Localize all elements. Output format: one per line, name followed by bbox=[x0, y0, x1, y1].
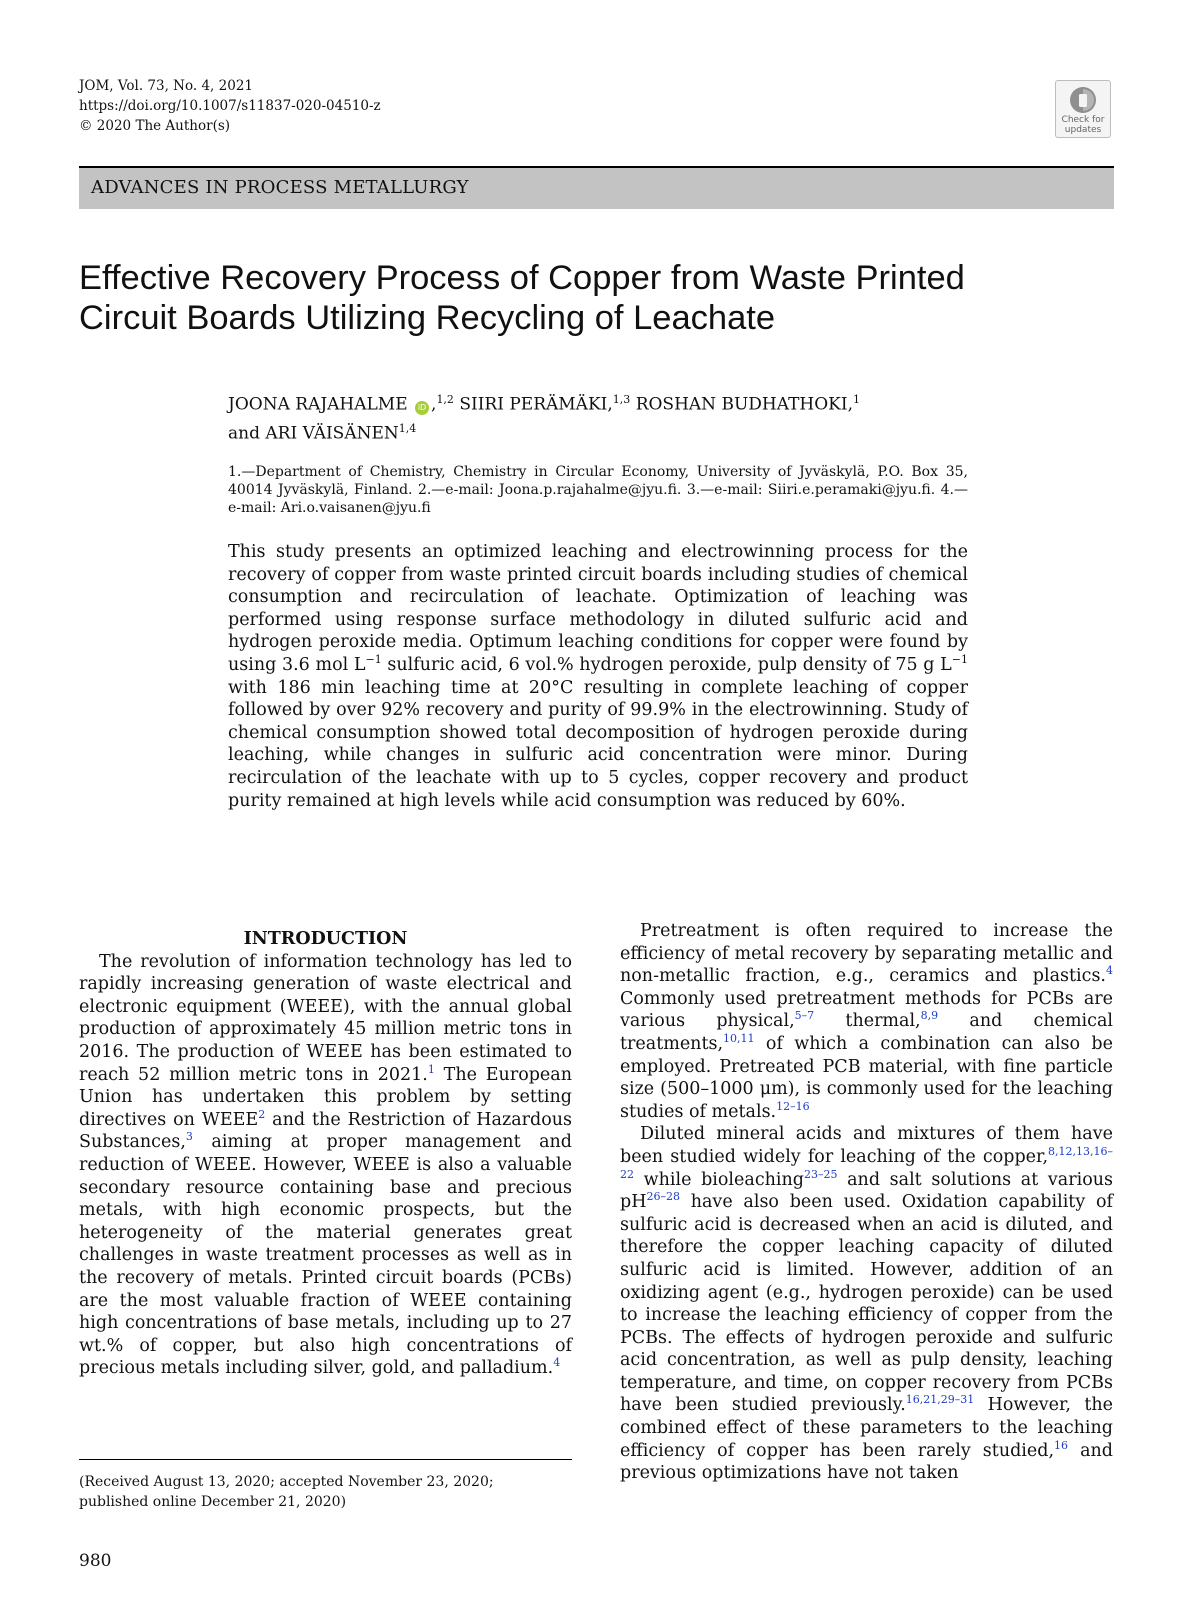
body-text: and chemical treatments, bbox=[620, 1011, 1113, 1054]
article-title bbox=[79, 258, 1119, 338]
left-column bbox=[79, 928, 572, 1380]
abstract-text: with 186 min leaching time at 20°C resulting in complete leaching of copper followed by over 92% recovery and purity of 99.9% in the electrowinning. Study of chemical consumption showed total decomposition of hydrogen peroxide during leaching, while changes in sulfuric acid concentration were minor. During recirculation of the leachate with up to 5 cycles, copper recovery and product purity remained at high levels while acid consumption was reduced by 60%. bbox=[228, 677, 968, 811]
right-column bbox=[620, 920, 1113, 1485]
abstract bbox=[228, 541, 968, 812]
citation-link[interactable]: 1 bbox=[427, 1062, 435, 1076]
body-text: aiming at proper management and reduction of WEEE. However, WEEE is also a valuable secondary resource containing base and precious metals, with high economic prospects, but the heterogeneity of the material generates great challenges in waste treatment processes as well as in the recovery of metals. Printed circuit boards (PCBs) are the most valuable fraction of WEEE containing high concentrations of base metals, including up to 27 wt.% of copper, but also high concentrations of precious metals including silver, gold, and palladium. bbox=[79, 1132, 572, 1379]
citation-link[interactable]: 8,9 bbox=[920, 1009, 939, 1023]
body-text: and salt solutions at various pH bbox=[620, 1169, 1113, 1213]
orcid-icon[interactable]: iD bbox=[415, 401, 429, 415]
abstract-text: This study presents an optimized leaching and electrowinning process for the recovery of copper from waste printed circuit boards including studies of chemical consumption and recirculation of leachate. Optimization of leaching was performed using response surface methodology in diluted sulfuric acid and hydrogen peroxide media. Optimum leaching conditions for copper were found by using 3.6 mol L bbox=[228, 542, 968, 675]
received-footnote bbox=[79, 1472, 572, 1512]
citation-link[interactable]: 16,21,29–31 bbox=[905, 1393, 975, 1407]
footnote-line-2: published online December 21, 2020) bbox=[79, 1494, 347, 1510]
body-text: and previous optimizations have not taken bbox=[620, 1440, 1113, 1484]
author-and: and bbox=[228, 423, 260, 444]
footnote-line-1: (Received August 13, 2020; accepted November 23, 2020; bbox=[79, 1474, 494, 1490]
body-text: However, the combined effect of these parameters to the leaching efficiency of copper has been rarely studied, bbox=[620, 1395, 1113, 1461]
affiliations: 1.—Department of Chemistry, Chemistry in Circular Economy, University of Jyväskylä, P.O. Box 35, 40014 Jyväskylä, Finland. 2.—e-mail: Joona.p.rajahalme@jyu.fi. 3.—e-mail: Siiri.e.peramaki@jyu.fi. 4.—e-mail: Ari.o.vaisanen@jyu.fi bbox=[228, 464, 968, 516]
abstract-sup: −1 bbox=[365, 653, 382, 667]
check-badge-label-1: Check for bbox=[1061, 115, 1105, 125]
citation-link[interactable]: 2 bbox=[258, 1107, 266, 1121]
author-name: ROSHAN BUDHATHOKI, bbox=[635, 394, 853, 415]
body-text: and the Restriction of Hazardous Substances, bbox=[79, 1109, 572, 1153]
body-text: have also been used. Oxidation capability of sulfuric acid is decreased when an acid is diluted, and therefore the copper leaching capacity of diluted sulfuric acid is limited. However, addition of an oxidizing agent (e.g., hydrogen peroxide) can be used to increase the leaching efficiency of copper from the PCBs. The effects of hydrogen peroxide and sulfuric acid concentration, as well as pulp density, leaching temperature, and time, on copper recovery from PCBs have been studied previously. bbox=[620, 1192, 1113, 1416]
body-text: thermal, bbox=[814, 1011, 921, 1032]
abstract-text: sulfuric acid, 6 vol.% hydrogen peroxide, pulp density of 75 g L bbox=[381, 654, 952, 675]
copyright-line: © 2020 The Author(s) bbox=[79, 118, 231, 134]
author-list: JOONA RAJAHALME iD ,$^{1,2}$ SIIRI PERÄMÄKI,$^{1,3}$ ROSHAN BUDHATHOKI,$^1$ and ARI VÄISÄNEN$^{1,4}$ bbox=[228, 393, 860, 444]
body-text: while bioleaching bbox=[634, 1169, 804, 1190]
check-for-updates-badge[interactable] bbox=[1055, 80, 1111, 138]
citation-link[interactable]: 4 bbox=[1106, 964, 1113, 978]
citation-link[interactable]: 8,12,13,16–22 bbox=[620, 1145, 1113, 1181]
citation-link[interactable]: 23–25 bbox=[803, 1167, 838, 1181]
body-text: of which a combination can also be employed. Pretreated PCB material, with fine particle size (500–1000 μm), is commonly used for the leaching studies of metals. bbox=[620, 1033, 1113, 1122]
doi-link[interactable]: https://doi.org/10.1007/s11837-020-04510-z bbox=[79, 98, 381, 114]
footnote-divider bbox=[79, 1459, 572, 1460]
title-line-2: Circuit Boards Utilizing Recycling of Leachate bbox=[79, 299, 776, 337]
citation-link[interactable]: 4 bbox=[553, 1356, 561, 1370]
author-name: ARI VÄISÄNEN bbox=[265, 423, 399, 444]
author-affil-sup: 1 bbox=[853, 393, 860, 406]
journal-citation: JOM, Vol. 73, No. 4, 2021 bbox=[79, 78, 253, 94]
citation-link[interactable]: 5–7 bbox=[794, 1009, 815, 1023]
paragraph-introduction bbox=[79, 951, 572, 1380]
check-updates-icon bbox=[1068, 85, 1098, 115]
body-text: Pretreatment is often required to increase the efficiency of metal recovery by separating metallic and non-metallic fraction, e.g., ceramics and plastics. bbox=[620, 921, 1113, 987]
body-text: The European Union has undertaken this problem by setting directives on WEEE bbox=[79, 1064, 572, 1130]
section-label: ADVANCES IN PROCESS METALLURGY bbox=[91, 177, 469, 198]
citation-link[interactable]: 12–16 bbox=[776, 1099, 810, 1113]
citation-link[interactable]: 10,11 bbox=[723, 1032, 755, 1046]
citation-link[interactable]: 26–28 bbox=[646, 1190, 680, 1204]
citation-link[interactable]: 3 bbox=[185, 1130, 193, 1144]
check-badge-label-2: updates bbox=[1064, 125, 1102, 135]
paragraph-leaching bbox=[620, 1123, 1113, 1485]
paragraph-pretreatment bbox=[620, 920, 1113, 1123]
citation-link[interactable]: 16 bbox=[1054, 1438, 1069, 1452]
body-text: The revolution of information technology has led to rapidly increasing generation of waste electrical and electronic equipment (WEEE), with the annual global production of approximately 45 million metric tons in 2016. The production of WEEE has been estimated to reach 52 million metric tons in 2021. bbox=[79, 951, 572, 1085]
body-text: Commonly used pretreatment methods for PCBs are various physical, bbox=[620, 988, 1113, 1032]
author-name: SIIRI PERÄMÄKI, bbox=[459, 394, 613, 415]
title-line-1: Effective Recovery Process of Copper from Waste Printed bbox=[79, 259, 965, 297]
section-heading-introduction: INTRODUCTION bbox=[243, 929, 408, 949]
abstract-sup: −1 bbox=[951, 653, 968, 667]
page-number: 980 bbox=[79, 1551, 112, 1571]
body-text: Diluted mineral acids and mixtures of them have been studied widely for leaching of the copper, bbox=[620, 1124, 1113, 1167]
section-band bbox=[79, 166, 1114, 209]
author-affil-sup: 1,4 bbox=[398, 421, 417, 435]
journal-metadata bbox=[79, 76, 381, 136]
author-affil-sup: 1,3 bbox=[612, 393, 631, 406]
author-affil-sup: 1,2 bbox=[436, 393, 454, 406]
author-name: JOONA RAJAHALME bbox=[228, 394, 408, 415]
